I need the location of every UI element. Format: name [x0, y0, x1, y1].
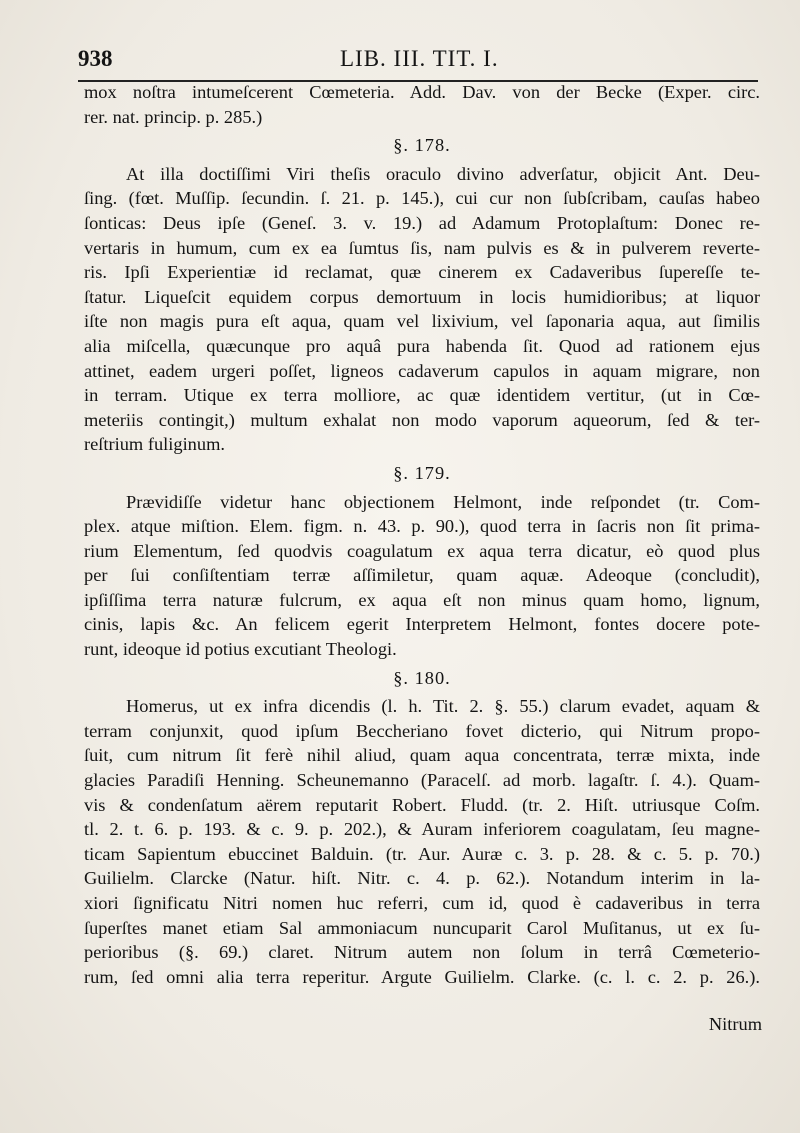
- text-line: rum, ſed omni alia terra reperitur. Argute Guilielm. Clarke. (c. l. c. 2. p. 26.).: [84, 966, 760, 987]
- body-text: [84, 80, 760, 989]
- text-line: At illa doctiſſimi Viri theſis oraculo divino adverſatur, objicit Ant. Deu-: [126, 163, 760, 184]
- section-heading: §. 178.: [393, 135, 451, 156]
- text-line: xiori ſignificatu Nitri nomen huc referri, cum id, quod è cadaveribus in terra: [84, 893, 760, 913]
- text-line: plex. atque miſtion. Elem. figm. n. 43. p. 90.), quod terra in ſacris non ſit prima-: [84, 516, 760, 537]
- text-line: rium Elementum, ſed quodvis coagulatum ex aqua terra dicatur, eò quod plus: [84, 540, 760, 561]
- text-line: Homerus, ut ex infra dicendis (l. h. Tit. 2. §. 55.) clarum evadet, aquam &: [126, 696, 760, 717]
- text-line: meteriis contingit,) multum exhalat non modo vaporum aqueorum, ſed & ter-: [84, 409, 760, 430]
- text-line: mox noſtra intumeſcerent Cœmeteria. Add. Dav. von der Becke (Exper. circ.: [84, 82, 760, 102]
- text-line: vertaris in humum, cum ex ea ſumtus ſis, nam pulvis es & in pulverem reverte-: [84, 237, 760, 258]
- text-line: ſtatur. Liqueſcit equidem corpus demortuum in locis humidioribus; at liquor: [84, 286, 760, 307]
- section-heading: §. 180.: [393, 667, 451, 688]
- text-line: per ſui conſiſtentiam terræ aſſimiletur, quam aquæ. Adeoque (concludit),: [84, 565, 760, 586]
- text-line: reſtrium fuliginum.: [84, 434, 225, 455]
- text-line: cinis, lapis &c. An felicem egerit Interpretem Helmont, fontes docere pote-: [84, 614, 760, 635]
- text-line: tl. 2. t. 6. p. 193. & c. 9. p. 202.), & Auram inferiorem coagulatam, ſeu magne-: [84, 819, 760, 840]
- text-line: ris. Ipſi Experientiæ id reclamat, quæ cinerem ex Cadaveribus ſupereſſe te-: [84, 262, 760, 283]
- text-line: ſing. (fœt. Muſſip. ſecundin. ſ. 21. p. 145.), cui cur non ſubſcribam, cauſas habeo: [84, 188, 760, 209]
- catchword: Nitrum: [708, 1014, 762, 1034]
- text-line: ticam Sapientum ebuccinet Balduin. (tr. Aur. Auræ c. 3. p. 28. & c. 5. p. 70.): [84, 843, 760, 864]
- text-line: Prævidiſſe videtur hanc objectionem Helmont, inde reſpondet (tr. Com-: [126, 491, 760, 512]
- text-line: in terram. Utique ex terra molliore, ac quæ identidem vertitur, (ut in Cœ-: [84, 385, 760, 406]
- text-line: ſonticas: Deus ipſe (Geneſ. 3. v. 19.) ad Adamum Protoplaſtum: Donec re-: [84, 212, 760, 233]
- text-line: runt, ideoque id potius excutiant Theologi.: [84, 639, 397, 660]
- text-line: Guilielm. Clarcke (Natur. hiſt. Nitr. c. 4. p. 62.). Notandum interim in la-: [84, 868, 760, 889]
- page-number: 938: [78, 46, 113, 71]
- section-heading: §. 179.: [393, 462, 451, 483]
- text-line: attinet, eadem urgeri poſſet, ligneos cadaverum capulos in aquam migrare, non: [84, 360, 760, 381]
- text-line: vis & condenſatum aërem reputarit Robert. Fludd. (tr. 2. Hiſt. utriusque Coſm.: [84, 794, 760, 815]
- text-line: alia miſcella, quæcunque pro aquâ pura habenda ſit. Quod ad rationem ejus: [84, 335, 760, 356]
- text-line: rer. nat. princip. p. 285.): [84, 106, 263, 127]
- text-line: perioribus (§. 69.) claret. Nitrum autem non ſolum in terrâ Cœmeterio-: [84, 942, 760, 963]
- text-line: glacies Paradiſi Henning. Scheunemanno (Paracelſ. ad morb. lagaſtr. ſ. 4.). Quam-: [84, 770, 760, 791]
- text-line: iſte non magis pura eſt aqua, quam vel lixivium, vel ſaponaria aqua, aut ſimilis: [84, 311, 760, 332]
- text-line: terram conjunxit, quod ipſum Beccheriano fovet dicterio, qui Nitrum propo-: [84, 720, 760, 741]
- page-header: [78, 40, 758, 82]
- running-head: LIB. III. TIT. I.: [340, 46, 499, 71]
- text-line: ſuit, cum nitrum ſit ferè nihil aliud, quam aqua concentrata, terræ mixta, inde: [84, 745, 760, 766]
- text-line: ſuperſtes manet etiam Sal ammoniacum nuncuparit Carol Muſitanus, ut ex ſu-: [84, 917, 760, 938]
- text-line: ipſiſſima terra naturæ fulcrum, ex aqua eſt non minus quam homo, lignum,: [84, 589, 760, 610]
